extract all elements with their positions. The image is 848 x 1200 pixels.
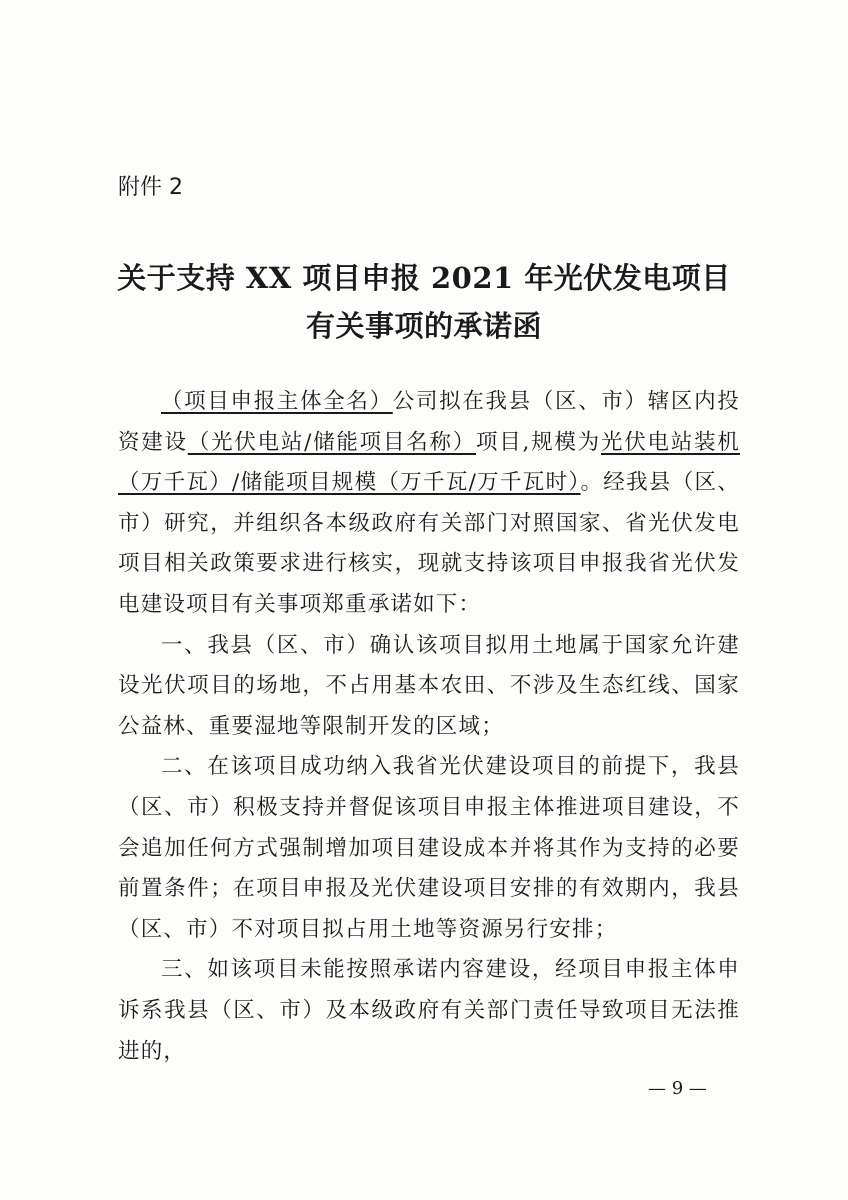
document-title-line-2: 有关事项的承诺函	[305, 309, 542, 343]
project-name-field: （光伏电站/储能项目名称）	[187, 429, 477, 455]
letter-body	[118, 382, 740, 1072]
document-title-line-1: 关于支持 XX 项目申报 2021 年光伏发电项目	[117, 261, 731, 295]
applicant-name-field: （项目申报主体全名）	[161, 389, 393, 414]
page-number: — 9 —	[648, 1078, 707, 1099]
intro-paragraph	[118, 382, 740, 626]
commitment-2: 二、在该项目成功纳入我省光伏建设项目的前提下，我县（区、市）积极支持并督促该项目申报主体推进项目建设，不会追加任何方式强制增加项目建设成本并将其作为支持的必要前置条件；在项目申报及光伏建设项目安排的有效期内，我县（区、市）不对项目拟占用土地等资源另行安排；	[118, 754, 740, 942]
commitment-1: 一、我县（区、市）确认该项目拟用土地属于国家允许建设光伏项目的场地，不占用基本农田、不涉及生态红线、国家公益林、重要湿地等限制开发的区域；	[118, 632, 740, 739]
intro-text-1: 公司拟在我县（区、市）辖区内投资建设	[118, 389, 740, 455]
intro-text-3: 。经我县（区、市）研究，并组织各本级政府有关部门对照国家、省光伏发电项目相关政策要求进行核实，现就支持该项目申报我省光伏发电建设项目有关事项郑重承诺如下：	[118, 470, 741, 617]
attachment-label: 附件 2	[118, 175, 183, 200]
intro-text-2: 项目,规模为	[476, 429, 601, 455]
commitment-3: 三、如该项目未能按照承诺内容建设，经项目申报主体申诉系我县（区、市）及本级政府有关部门责任导致项目无法推进的，	[118, 957, 740, 1064]
project-scale-field: 光伏电站装机（万千瓦）/储能项目规模（万千瓦/万千瓦时）	[118, 429, 740, 496]
